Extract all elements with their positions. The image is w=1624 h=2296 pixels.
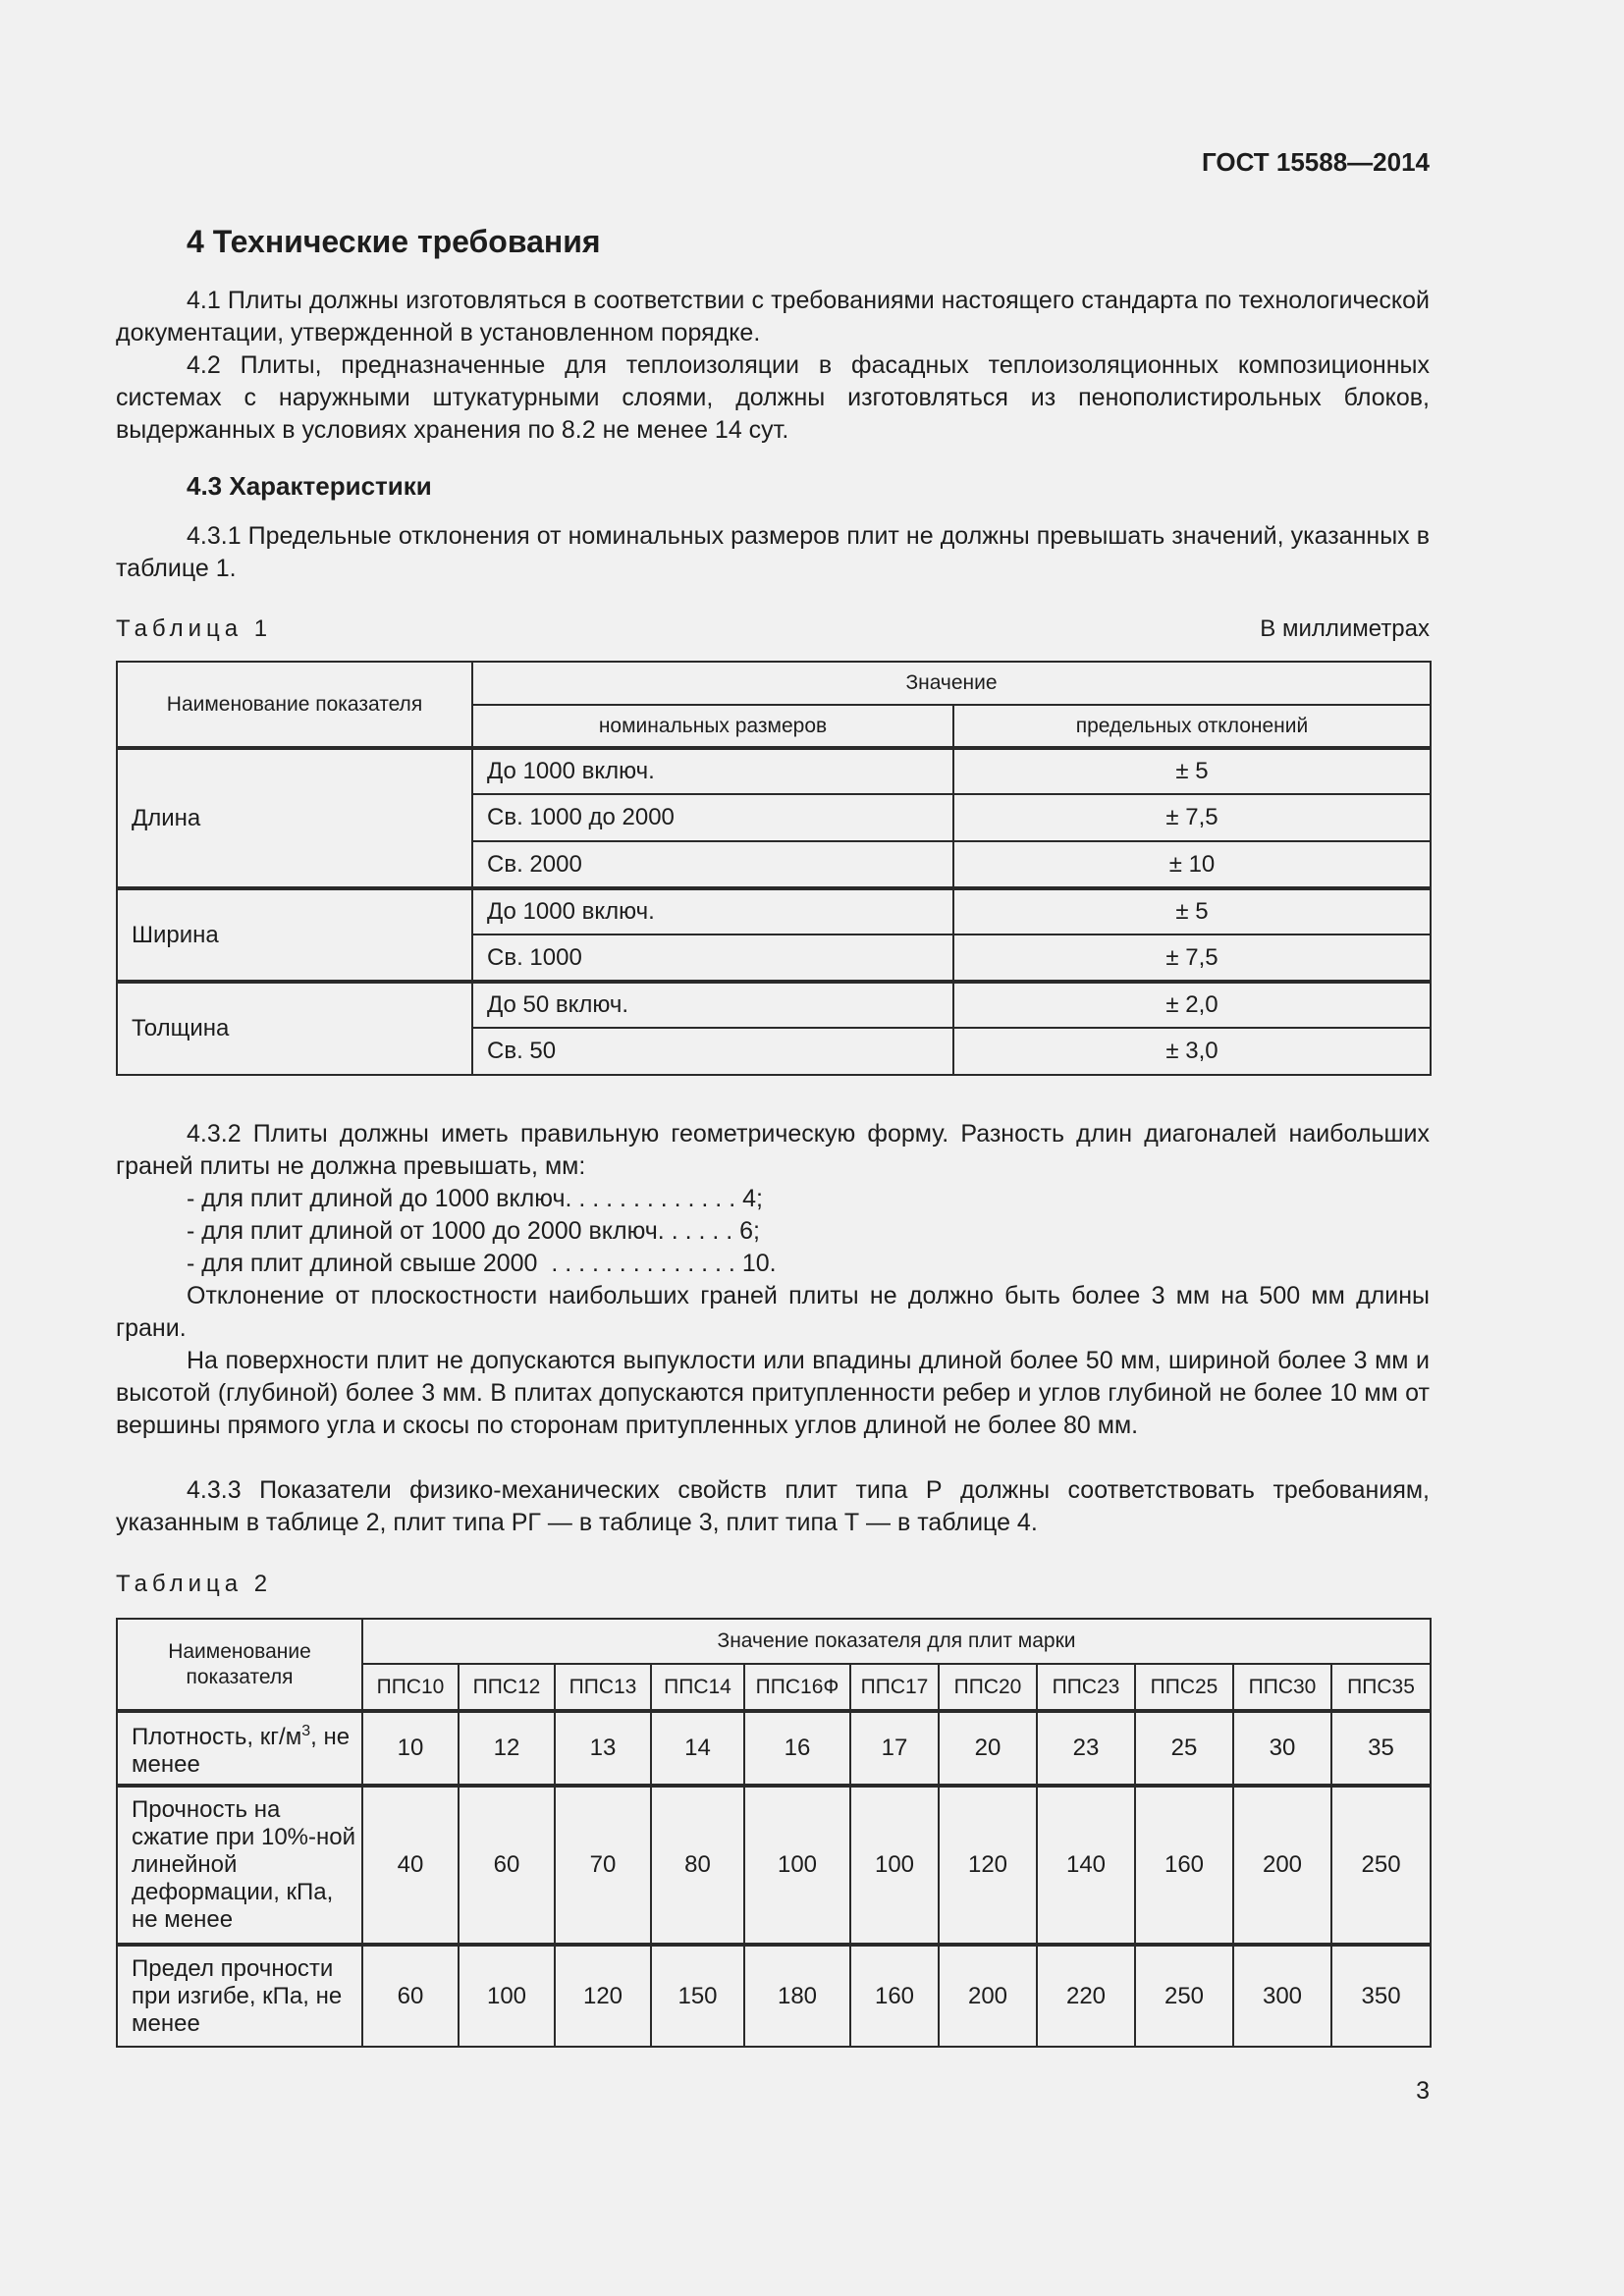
table2-header-value: Значение показателя для плит марки [362, 1619, 1431, 1664]
table-row [117, 748, 1431, 794]
table-row [117, 1786, 1431, 1945]
list-item: - для плит длиной от 1000 до 2000 включ. . . . . . 6; [187, 1217, 761, 1245]
table2-cell-value: 160 [850, 1945, 939, 2047]
table2-cell-value: 14 [651, 1711, 744, 1786]
table1-cell-nominal: Св. 1000 до 2000 [472, 794, 953, 841]
table2-cell-value: 16 [744, 1711, 850, 1786]
table1-cell-nominal: Св. 50 [472, 1028, 953, 1075]
table1-cell-deviation: ± 7,5 [953, 934, 1431, 982]
paragraph-flatness: Отклонение от плоскостности наибольших граней плиты не должно быть более 3 мм на 500 мм длины грани. [116, 1282, 1430, 1342]
diagonal-tolerance-list [187, 1183, 777, 1280]
table1-cell-name: Ширина [117, 888, 472, 982]
table2-cell-value: 80 [651, 1786, 744, 1945]
grade-header: ППС35 [1331, 1664, 1431, 1711]
table2-cell-value: 23 [1037, 1711, 1135, 1786]
table2-cell-value: 300 [1233, 1945, 1331, 2047]
table2-cell-value: 250 [1331, 1786, 1431, 1945]
list-item: - для плит длиной свыше 2000 . . . . . . . . . . . . . . 10. [187, 1250, 777, 1277]
grade-header: ППС10 [362, 1664, 459, 1711]
list-item: - для плит длиной до 1000 включ. . . . . . . . . . . . . 4; [187, 1185, 763, 1212]
table2-caption: Таблица 2 [116, 1571, 273, 1597]
table-row [117, 1945, 1431, 2047]
table2-cell-value: 160 [1135, 1786, 1233, 1945]
paragraph-surface: На поверхности плит не допускаются выпуклости или впадины длиной более 50 мм, шириной более 3 мм и высотой (глубиной) более 3 мм. В плитах допускаются притупленности ребер и углов глубиной не более 10 мм от вершины прямого угла и скосы по сторонам притупленных углов длиной не более 80 мм. [116, 1347, 1430, 1439]
table2-cell-value: 250 [1135, 1945, 1233, 2047]
table1-header-nominal: номинальных размеров [472, 705, 953, 748]
table1-header-value: Значение [472, 662, 1431, 705]
table2-cell-value: 350 [1331, 1945, 1431, 2047]
subsection-title: 4.3 Характеристики [187, 471, 432, 501]
table2-cell-value: 30 [1233, 1711, 1331, 1786]
grade-header: ППС14 [651, 1664, 744, 1711]
table2-cell-value: 20 [939, 1711, 1037, 1786]
table2-cell-value: 12 [459, 1711, 555, 1786]
table1-cell-deviation: ± 2,0 [953, 982, 1431, 1028]
table1-cell-name: Длина [117, 748, 472, 888]
table2-header-name: Наименование показателя [117, 1619, 362, 1711]
grade-header: ППС23 [1037, 1664, 1135, 1711]
table2-cell-value: 120 [555, 1945, 651, 2047]
table2-cell-value: 10 [362, 1711, 459, 1786]
table2-cell-value: 40 [362, 1786, 459, 1945]
table1-cell-nominal: До 1000 включ. [472, 748, 953, 794]
table2-cell-value: 13 [555, 1711, 651, 1786]
table1-caption: Таблица 1 [116, 615, 273, 642]
grade-header: ППС30 [1233, 1664, 1331, 1711]
table1-cell-nominal: Св. 2000 [472, 841, 953, 888]
table2 [116, 1618, 1432, 2048]
document-page [116, 0, 1430, 2296]
paragraph-4-3-3: 4.3.3 Показатели физико-механических свойств плит типа Р должны соответствовать требованиям, указанным в таблице 2, плит типа РГ — в таблице 3, плит типа Т — в таблице 4. [116, 1476, 1430, 1536]
table2-cell-value: 120 [939, 1786, 1037, 1945]
page-number: 3 [1416, 2077, 1430, 2105]
table-row [117, 1711, 1431, 1786]
table1-cell-deviation: ± 5 [953, 748, 1431, 794]
table2-cell-value: 35 [1331, 1711, 1431, 1786]
table2-cell-value: 140 [1037, 1786, 1135, 1945]
table2-cell-value: 70 [555, 1786, 651, 1945]
table1 [116, 661, 1432, 1076]
table1-cell-name: Толщина [117, 982, 472, 1075]
table1-cell-deviation: ± 7,5 [953, 794, 1431, 841]
table1-header-name: Наименование показателя [117, 662, 472, 748]
document-code: ГОСТ 15588—2014 [1202, 147, 1430, 177]
grade-header: ППС25 [1135, 1664, 1233, 1711]
table2-cell-name: Предел прочности при изгибе, кПа, не менее [117, 1945, 362, 2047]
table-row [117, 982, 1431, 1028]
table2-cell-name: Прочность на сжатие при 10%-ной линейной деформации, кПа, не менее [117, 1786, 362, 1945]
table2-cell-value: 220 [1037, 1945, 1135, 2047]
grade-header: ППС16Ф [744, 1664, 850, 1711]
table1-units: В миллиметрах [1260, 615, 1430, 642]
table2-cell-value: 60 [362, 1945, 459, 2047]
table2-cell-value: 100 [459, 1945, 555, 2047]
table2-cell-value: 200 [1233, 1786, 1331, 1945]
grade-header: ППС17 [850, 1664, 939, 1711]
paragraph-4-1: 4.1 Плиты должны изготовляться в соответствии с требованиями настоящего стандарта по технологической документации, утвержденной в установленном порядке. [116, 287, 1430, 347]
table2-cell-value: 25 [1135, 1711, 1233, 1786]
table1-cell-deviation: ± 10 [953, 841, 1431, 888]
table1-cell-nominal: До 1000 включ. [472, 888, 953, 934]
table2-cell-value: 17 [850, 1711, 939, 1786]
grade-header: ППС20 [939, 1664, 1037, 1711]
table2-cell-name: Плотность, $кг/м^3$, не менее [117, 1711, 362, 1786]
paragraph-4-3-2: 4.3.2 Плиты должны иметь правильную геометрическую форму. Разность длин диагоналей наибольших граней плиты не должна превышать, мм: [116, 1120, 1430, 1180]
table2-cell-value: 180 [744, 1945, 850, 2047]
table1-cell-deviation: ± 5 [953, 888, 1431, 934]
paragraph-4-3-1: 4.3.1 Предельные отклонения от номинальных размеров плит не должны превышать значений, указанных в таблице 1. [116, 522, 1430, 582]
table1-cell-deviation: ± 3,0 [953, 1028, 1431, 1075]
table1-cell-nominal: До 50 включ. [472, 982, 953, 1028]
table2-cell-value: 100 [850, 1786, 939, 1945]
table2-cell-value: 100 [744, 1786, 850, 1945]
grade-header: ППС13 [555, 1664, 651, 1711]
section-title: 4 Технические требования [187, 224, 601, 259]
table2-cell-value: 60 [459, 1786, 555, 1945]
table2-cell-value: 200 [939, 1945, 1037, 2047]
grade-header: ППС12 [459, 1664, 555, 1711]
table-row [117, 888, 1431, 934]
table2-cell-value: 150 [651, 1945, 744, 2047]
paragraph-4-2: 4.2 Плиты, предназначенные для теплоизоляции в фасадных теплоизоляционных композиционных системах с наружными штукатурными слоями, должны изготовляться из пенополистирольных блоков, выдержанных в условиях хранения по 8.2 не менее 14 сут. [116, 351, 1430, 444]
table1-cell-nominal: Св. 1000 [472, 934, 953, 982]
table1-header-deviation: предельных отклонений [953, 705, 1431, 748]
